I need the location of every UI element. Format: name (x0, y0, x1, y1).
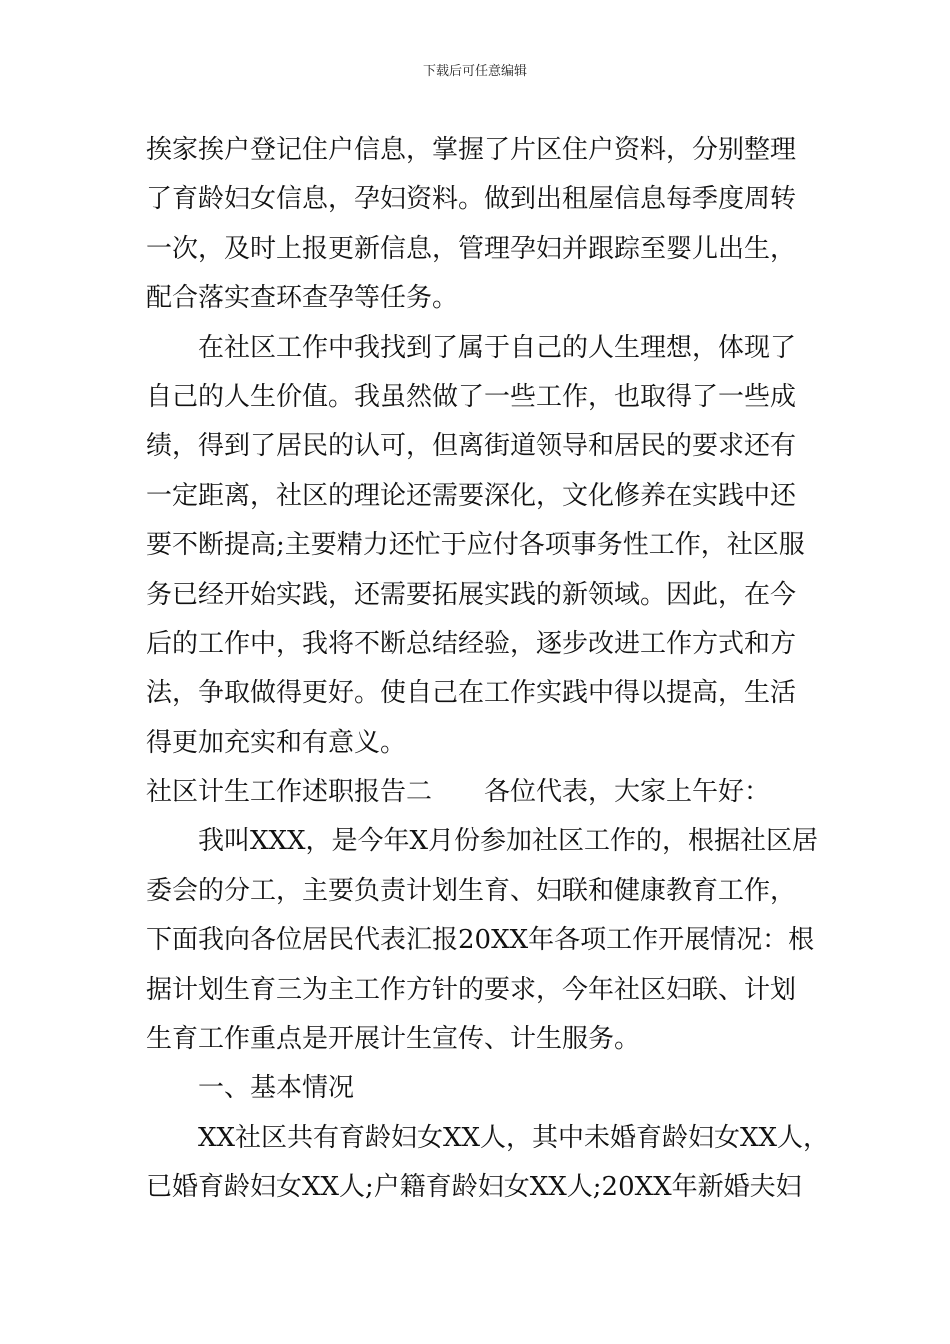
page-header: 下载后可任意编辑 (422, 64, 527, 79)
text-line: 要不断提高;主要精力还忙于应付各项事务性工作，社区服 (146, 530, 805, 561)
section-heading-line: 社区计生工作述职报告二 各位代表，大家上午好： (146, 777, 771, 808)
text-line: 了育龄妇女信息，孕妇资料。做到出租屋信息每季度周转 (146, 184, 797, 215)
text-line: 自己的人生价值。我虽然做了一些工作，也取得了一些成 (146, 381, 797, 412)
text-line: 绩，得到了居民的认可，但离街道领导和居民的要求还有 (146, 431, 797, 462)
text-line: 生育工作重点是开展计生宣传、计生服务。 (146, 1024, 641, 1055)
text-line: 配合落实查环查孕等任务。 (146, 283, 459, 314)
text-line: 据计划生育三为主工作方针的要求，今年社区妇联、计划 (146, 974, 797, 1005)
text-line: 在社区工作中我找到了属于自己的人生理想，体现了 (198, 332, 797, 363)
subsection-heading-line: 一、基本情况 (198, 1073, 355, 1104)
text-line: 后的工作中，我将不断总结经验，逐步改进工作方式和方 (146, 628, 797, 659)
text-line: 下面我向各位居民代表汇报20XX年各项工作开展情况：根 (146, 925, 815, 956)
document-body (146, 126, 830, 1213)
text-line: 一定距离，社区的理论还需要深化，文化修养在实践中还 (146, 480, 797, 511)
text-line: 挨家挨户登记住户信息，掌握了片区住户资料，分别整理 (146, 135, 797, 165)
text-line: 法，争取做得更好。使自己在工作实践中得以提高，生活 (146, 678, 797, 709)
text-line: 得更加充实和有意义。 (146, 727, 407, 758)
text-line: 已婚育龄妇女XX人;户籍育龄妇女XX人;20XX年新婚夫妇 (146, 1172, 802, 1203)
text-line: 我叫XXX，是今年X月份参加社区工作的，根据社区居 (198, 826, 819, 857)
text-line: 务已经开始实践，还需要拓展实践的新领域。因此，在今 (146, 579, 797, 610)
text-line: 一次，及时上报更新信息，管理孕妇并跟踪至婴儿出生， (146, 233, 797, 264)
text-line: XX社区共有育龄妇女XX人，其中未婚育龄妇女XX人， (198, 1122, 830, 1153)
text-line: 委会的分工，主要负责计划生育、妇联和健康教育工作， (146, 875, 797, 906)
